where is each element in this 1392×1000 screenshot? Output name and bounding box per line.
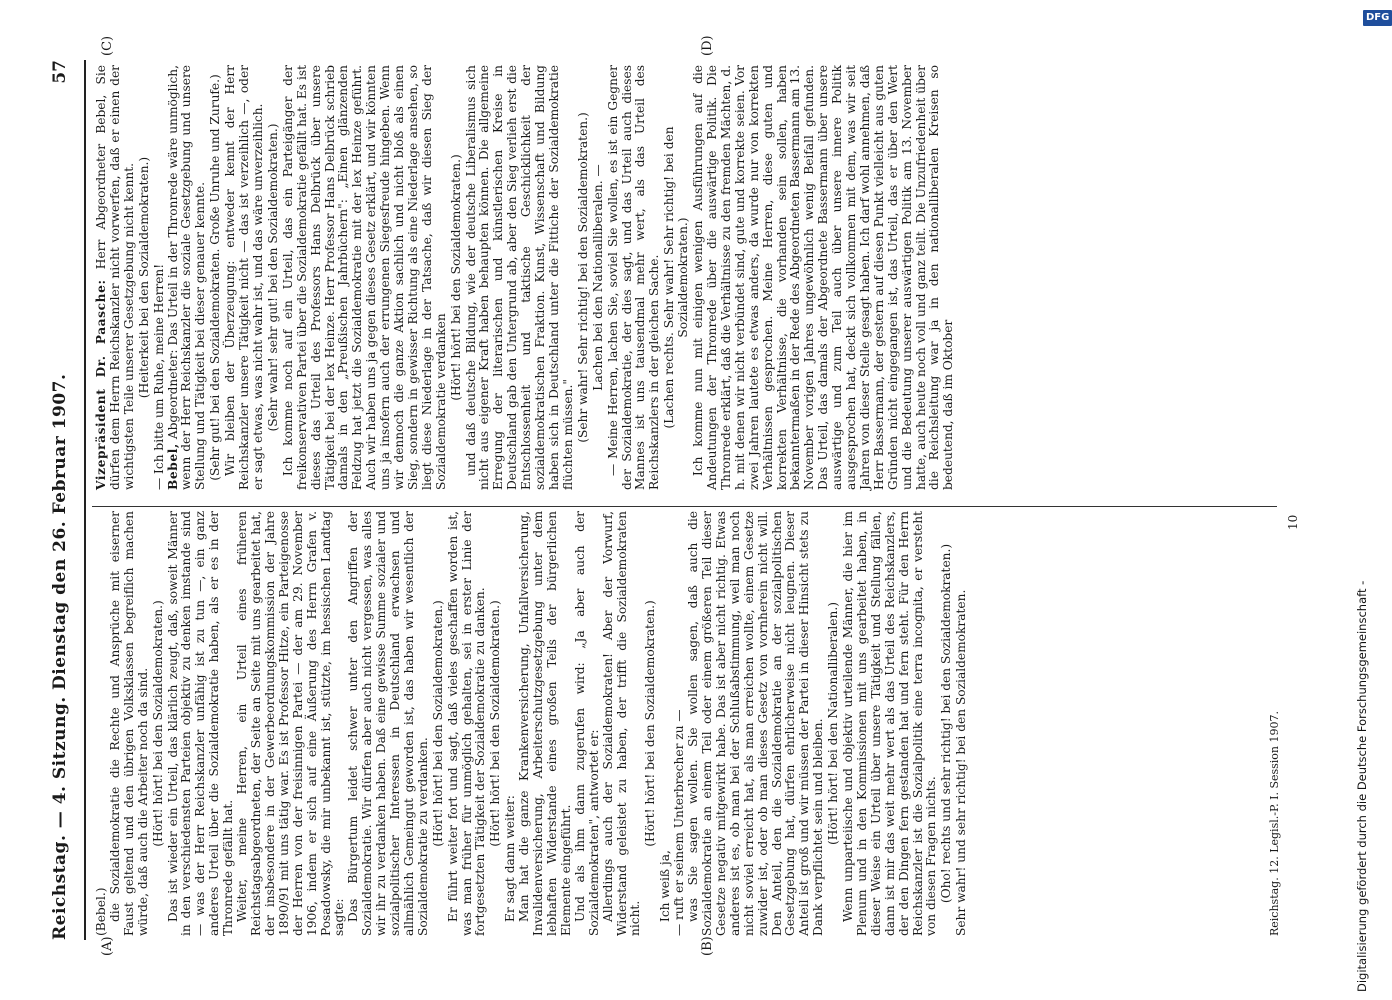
interjection: (Heiterkeit bei den Sozialdemokraten.)	[136, 156, 151, 399]
speaker-name: Bebel,	[165, 443, 180, 490]
margin-marker-c: (C)	[100, 35, 115, 56]
paragraph: — Meine Herren, lachen Sie, soviel Sie wollen, es ist ein Gegner der Sozialdemokratie, der dies sagt, und das Urteil auch dieses Mannes ist uns tausendmal mehr wert, als das Urteil des Reichskanzlers in der gleichen Sache.	[605, 65, 662, 490]
margin-marker-a: (A)	[100, 936, 115, 956]
right-column	[95, 65, 956, 490]
paragraph: die Sozialdemokratie die Rechte und Ansprüche mit eiserner Faust geltend und den übrigen Volksklassen begreiflich machen würde, daß auch die Arbeiter noch da sind.	[107, 511, 150, 936]
interjection: (Lachen rechts. Sehr wahr! Sehr richtig! bei den Sozialdemokraten.)	[662, 126, 691, 429]
interjection: (Sehr wahr! sehr gut! bei den Sozialdemokraten.)	[265, 123, 280, 432]
speaker-paragraph	[95, 65, 137, 490]
paragraph: Das Bürgertum leidet schwer unter den Angriffen der Sozialdemokratie. Wir dürfen aber auch nicht vergessen, was alles wir ihr zu verdanken haben. Daß eine gewisse Summe sozialer und sozialpolitischer Interessen in Deutschland erwachsen und allmählich Gemeingut geworden ist, das haben wir wesentlich der Sozialdemokratie zu verdanken.	[346, 511, 430, 936]
page-footer: Reichstag. 12. Legisl.-P. I. Session 1907.	[1268, 710, 1281, 936]
paragraph: Das ist wieder ein Urteil, das klärlich zeugt, daß, soweit Männer in den verschiedensten Parteien objektiv zu denken imstande sind — was der Herr Reichskanzler unfähig ist zu tun —, ein ganz anderes Urteil über die Sozialdemokratie haben, als er es in der Thronrede gefällt hat.	[165, 511, 236, 936]
interjection: (Hört! hört! bei den Sozialdemokraten.)	[488, 600, 503, 847]
interjection: (Hört! hört! bei den Sozialdemokraten.)	[150, 600, 165, 847]
paragraph: Wenn unparteiische und objektiv urteilende Männer, die hier im Plenum und in den Kommissionen mit uns gearbeitet haben, in dieser Weise ein Urteil über unsere Tätigkeit und Stellung fällen, dann ist mir das weit mehr wert als das Urteil des Reichskanzlers, der den Dingen fern gestanden hat und fern steht. Für den Herrn Reichskanzler ist die Sozialpolitik eine terra incognita, er versteht von diesen Fragen nichts.	[841, 511, 939, 936]
header-title: Reichstag. — 4. Sitzung. Dienstag den 26. Februar 1907.	[50, 373, 70, 940]
interjection: (Oho! rechts und sehr richtig! bei den Sozialdemokraten.)	[939, 543, 954, 904]
paragraph: — ruft er seinem Unterbrecher zu —	[672, 709, 687, 936]
interjection: (Hört! hört! bei den Nationalliberalen.)	[826, 602, 841, 845]
paragraph: Sehr wahr! und sehr richtig! bei den Sozialdemokraten.	[954, 589, 969, 936]
margin-marker-d: (D)	[700, 35, 715, 56]
interjection: (Hört! hört! bei den Sozialdemokraten.)	[448, 154, 463, 401]
paragraph: Er führt weiter fort und sagt, daß vieles geschaffen worden ist, was man früher für unmöglich gehalten, sei in erster Linie der fortgesetzten Tätigkeit der Sozialdemokratie zu danken.	[445, 511, 488, 936]
paragraph: — Ich bitte um Ruhe, meine Herren!	[151, 263, 166, 490]
paragraph: Ich komme nun mit einigen wenigen Ausführungen auf die Andeutungen der Thronrede über die auswärtige Politik. Die Thronrede erklärt, daß die Verhältnisse zu den fremden Mächten, d. h. mit denen wir nicht verbündet sind, gute und korrekte seien. Vor zwei Jahren lautete es etwas anders, da wurde nur von korrekten Verhältnissen gesprochen. Meine Herren, diese guten und korrekten Verhältnisse, die vorhanden sein sollen, haben bekanntermaßen in der Rede des Abgeordneten Bassermann am 13. November vorigen Jahres ungewöhnlich wenig Beifall gefunden. Das Urteil, das damals der Abgeordnete Bassermann über unsere auswärtige und zum Teil auch über unsere innere Politik ausgesprochen hat, deckt sich vollkommen mit dem, was wir seit Jahren von dieser Stelle gesagt haben. Ich darf wohl annehmen, daß Herr Bassermann, der gestern auf diesen Punkt vielleicht aus guten Gründen nicht eingegangen ist, das Urteil, das er über den Wert und die Bedeutung unserer auswärtigen Politik am 13. November hatte, auch heute noch voll und ganz teilt. Die Unzufriedenheit über die Reichsleitung war ja in den nationalliberalen Kreisen so bedeutend, daß im Oktober	[691, 65, 956, 490]
stamp-text: Digitalisierung gefördert durch die Deutsche Forschungsgemeinschaft -	[1355, 580, 1369, 992]
speaker-paragraph	[167, 65, 209, 490]
paragraph: Ich komme noch auf ein Urteil, das ein Parteigänger der freikonservativen Partei über die Sozialdemokratie gefällt hat. Es ist dieses das Urteil des Professors Hans Delbrück über unsere Tätigkeit bei der lex Heinze. Herr Professor Hans Delbrück schrieb damals in den „Preußischen Jahrbüchern": „Einen glänzenden Feldzug hat jetzt die Sozialdemokratie mit der lex Heinze geführt. Auch wir haben uns ja gegen dieses Gesetz erklärt, und wir könnten uns ja insofern auch der errungenen Siegesfreude hingeben. Wenn wir dennoch die ganze Aktion sachlich und nicht bloß als einen Sieg, sondern in gewisser Richtung als eine Niederlage ansehen, so liegt diese Niederlage in der Tatsache, daß wir diesen Sieg der Sozialdemokratie verdanken	[280, 65, 448, 490]
interjection: (Sehr wahr! Sehr richtig! bei den Sozialdemokraten.)	[575, 112, 590, 443]
paragraph: Man hat die ganze Krankenversicherung, Unfallversicherung, Invalidenversicherung, Arbeiterschutzgesetzgebung unter dem lebhaften Widerstande eines großen Teils der bürgerlichen Elemente eingeführt.	[517, 511, 573, 936]
left-column	[95, 511, 969, 936]
column-divider	[92, 506, 1277, 507]
paragraph: Er sagt dann weiter:	[503, 795, 518, 922]
interjection: (Hört! hört! bei den Sozialdemokraten.)	[643, 600, 658, 847]
paragraph: Ich weiß ja,	[658, 850, 673, 922]
speaker-name: Vizepräsident Dr. Paasche:	[94, 279, 108, 490]
paragraph: Und als ihm dann zugerufen wird: „Ja aber auch der Sozialdemokraten", antwortet er:	[572, 511, 601, 936]
dfg-logo	[1363, 10, 1392, 26]
paragraph: und daß deutsche Bildung, wie der deutsche Liberalismus sich nicht aus eigener Kraft haben behaupten können. Die allgemeine Erregung der literarischen und künstlerischen Kreise in Deutschland gab den Untergrund ab, aber den Sieg verlieh erst die Entschlossenheit und taktische Geschicklichkeit der sozialdemokratischen Fraktion. Kunst, Wissenschaft und Bildung haben sich in Deutschland unter die Fittiche der Sozialdemokratie flüchten müssen."	[463, 65, 575, 490]
header-rule	[84, 60, 86, 940]
page-number: 57	[50, 60, 70, 84]
paragraph: Weiter, meine Herren, ein Urteil eines früheren Reichstagsabgeordneten, der Seite an Seite mit uns gearbeitet hat, der insbesondere in der Gewerbeordnungskommission der Jahre 1890/91 mit uns tätig war. Es ist Professor Hitze, ein Parteigenosse der Herren von der freisinnigen Partei — der am 29. November 1906, indem er sich auf eine Äußerung des Herrn Grafen v. Posadowsky, die mir unbekannt ist, stützte, im hessischen Landtag sagte:	[235, 511, 347, 936]
speech-text: Abgeordneter: Das Urteil in der Thronrede wäre unmöglich, wenn der Herr Reichskanzler die soziale Gesetzgebung und unsere Stellung und Tätigkeit bei dieser genauer kennte.	[165, 65, 208, 490]
interjection: (Sehr gut! bei den Sozialdemokraten. Große Unruhe und Zurufe.)	[208, 74, 223, 481]
interjection: Lachen bei den Nationalliberalen. —	[590, 164, 605, 391]
paragraph: Wir bleiben der Überzeugung: entweder kennt der Herr Reichskanzler unsere Tätigkeit nicht — das ist verzeihlich —, oder er sagt etwas, was nicht wahr ist, und das wäre unverzeihlich.	[223, 65, 265, 490]
sheet-number: 10	[1286, 514, 1300, 530]
paragraph: (Bebel.)	[94, 887, 108, 936]
dfg-logo-text: DFG	[1366, 12, 1390, 23]
page-header	[50, 60, 80, 940]
speech-text: Herr Abgeordneter Bebel, Sie dürfen dem Herrn Reichskanzler nicht vorwerfen, daß er einen der wichtigsten Teile unserer Gesetzgebung nicht kennt.	[94, 65, 136, 490]
interjection: (Hört! hört! bei den Sozialdemokraten.)	[430, 600, 445, 847]
margin-marker-b: (B)	[700, 936, 715, 956]
paragraph: was Sie sagen wollen. Sie wollen sagen, daß auch die Sozialdemokratie an einem Teil oder einem größeren Teil dieser Gesetze negativ mitgewirkt habe. Das ist aber nicht richtig. Etwas anderes ist es, ob man bei der Schlußabstimmung, weil man noch nicht soviel erreicht hat, als man erreichen wollte, einem Gesetze zuwider ist, oder ob man dieses Gesetz von vornherein nicht will. Den Anteil, den die Sozialdemokratie an der sozialpolitischen Gesetzgebung hat, dürfen ehrlicherweise nicht leugnen. Dieser Anteil ist groß und wir müssen der Partei in dieser Hinsicht stets zu Dank verpflichtet sein und bleiben.	[686, 511, 826, 936]
paragraph: Allerdings auch der Sozialdemokraten! Aber der Vorwurf, Widerstand geleistet zu haben, der trifft die Sozialdemokraten nicht.	[600, 511, 643, 936]
digitization-stamp	[1355, 581, 1369, 992]
